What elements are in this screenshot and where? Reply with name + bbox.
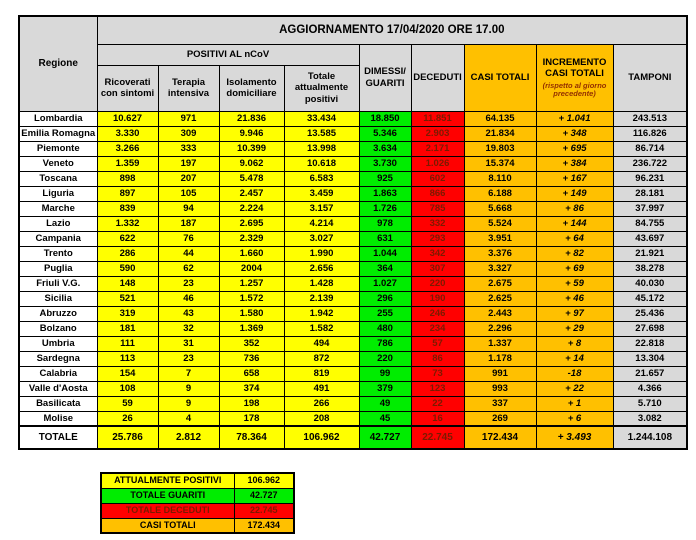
summary-label: ATTUALMENTE POSITIVI: [101, 473, 234, 488]
cell-tamponi: 116.826: [613, 126, 687, 141]
cell-deceduti: 342: [411, 246, 464, 261]
cell-casi-totali: 19.803: [464, 141, 536, 156]
cell-dimessi-guariti: 1.726: [359, 201, 411, 216]
cell-incremento: + 69: [536, 261, 613, 276]
table-row: [19, 336, 687, 351]
cell-totale-positivi: 13.585: [284, 126, 359, 141]
cell-tamponi: 22.818: [613, 336, 687, 351]
cell-regione: Calabria: [19, 366, 97, 381]
covid-data-table: [18, 15, 688, 450]
table-row: [19, 261, 687, 276]
cell-terapia-intensiva: 46: [158, 291, 219, 306]
cell-ricoverati: 111: [97, 336, 158, 351]
cell-ricoverati: 1.332: [97, 216, 158, 231]
cell-isolamento: 1.369: [219, 321, 284, 336]
cell-dimessi-guariti: 1.863: [359, 186, 411, 201]
cell-casi-totali: 337: [464, 396, 536, 411]
column-header-ricoverati: Ricoverati con sintomi: [97, 65, 158, 111]
cell-deceduti: 332: [411, 216, 464, 231]
cell-totale-positivi: 10.618: [284, 156, 359, 171]
cell-ricoverati: 622: [97, 231, 158, 246]
cell-deceduti: 16: [411, 411, 464, 426]
summary-value: 42.727: [234, 488, 294, 503]
cell-tamponi: 21.921: [613, 246, 687, 261]
cell-regione: Piemonte: [19, 141, 97, 156]
cell-deceduti: 1.026: [411, 156, 464, 171]
cell-dimessi-guariti: 786: [359, 336, 411, 351]
cell-casi-totali: 172.434: [464, 426, 536, 449]
cell-tamponi: 45.172: [613, 291, 687, 306]
cell-casi-totali: 5.668: [464, 201, 536, 216]
cell-casi-totali: 15.374: [464, 156, 536, 171]
cell-isolamento: 2.329: [219, 231, 284, 246]
cell-isolamento: 1.580: [219, 306, 284, 321]
table-row: [19, 126, 687, 141]
cell-tamponi: 5.710: [613, 396, 687, 411]
summary-label: TOTALE GUARITI: [101, 488, 234, 503]
cell-totale-positivi: 3.027: [284, 231, 359, 246]
cell-totale-positivi: 872: [284, 351, 359, 366]
cell-isolamento: 78.364: [219, 426, 284, 449]
incremento-header-note: (rispetto al giorno precedente): [542, 80, 607, 98]
cell-incremento: + 3.493: [536, 426, 613, 449]
cell-deceduti: 246: [411, 306, 464, 321]
cell-regione: Abruzzo: [19, 306, 97, 321]
cell-deceduti: 57: [411, 336, 464, 351]
cell-incremento: + 149: [536, 186, 613, 201]
column-header-incremento: [536, 44, 613, 111]
cell-regione: Marche: [19, 201, 97, 216]
cell-ricoverati: 3.266: [97, 141, 158, 156]
cell-terapia-intensiva: 7: [158, 366, 219, 381]
cell-deceduti: 602: [411, 171, 464, 186]
cell-casi-totali: 2.675: [464, 276, 536, 291]
cell-deceduti: 866: [411, 186, 464, 201]
cell-isolamento: 2.457: [219, 186, 284, 201]
cell-incremento: + 167: [536, 171, 613, 186]
cell-totale-positivi: 3.459: [284, 186, 359, 201]
cell-terapia-intensiva: 76: [158, 231, 219, 246]
cell-ricoverati: 26: [97, 411, 158, 426]
cell-deceduti: 293: [411, 231, 464, 246]
cell-regione: Trento: [19, 246, 97, 261]
cell-totale-positivi: 33.434: [284, 111, 359, 126]
table-row: [19, 366, 687, 381]
summary-body: [101, 473, 294, 533]
cell-terapia-intensiva: 23: [158, 351, 219, 366]
cell-totale-positivi: 13.998: [284, 141, 359, 156]
cell-dimessi-guariti: 42.727: [359, 426, 411, 449]
cell-incremento: + 22: [536, 381, 613, 396]
summary-row: [101, 518, 294, 533]
cell-tamponi: 3.082: [613, 411, 687, 426]
cell-deceduti: 2.903: [411, 126, 464, 141]
cell-dimessi-guariti: 296: [359, 291, 411, 306]
cell-casi-totali: 64.135: [464, 111, 536, 126]
cell-casi-totali: 269: [464, 411, 536, 426]
cell-casi-totali: 8.110: [464, 171, 536, 186]
cell-deceduti: 73: [411, 366, 464, 381]
cell-regione: Basilicata: [19, 396, 97, 411]
cell-ricoverati: 319: [97, 306, 158, 321]
cell-incremento: + 64: [536, 231, 613, 246]
cell-totale-positivi: 3.157: [284, 201, 359, 216]
table-row: [19, 171, 687, 186]
table-row: [19, 276, 687, 291]
cell-regione: Campania: [19, 231, 97, 246]
cell-tamponi: 96.231: [613, 171, 687, 186]
cell-isolamento: 1.572: [219, 291, 284, 306]
cell-dimessi-guariti: 255: [359, 306, 411, 321]
cell-isolamento: 5.478: [219, 171, 284, 186]
cell-terapia-intensiva: 62: [158, 261, 219, 276]
cell-ricoverati: 286: [97, 246, 158, 261]
cell-regione: Lazio: [19, 216, 97, 231]
cell-casi-totali: 21.834: [464, 126, 536, 141]
cell-terapia-intensiva: 309: [158, 126, 219, 141]
cell-totale-positivi: 106.962: [284, 426, 359, 449]
cell-tamponi: 4.366: [613, 381, 687, 396]
cell-terapia-intensiva: 197: [158, 156, 219, 171]
cell-tamponi: 38.278: [613, 261, 687, 276]
cell-casi-totali: 3.327: [464, 261, 536, 276]
cell-ricoverati: 590: [97, 261, 158, 276]
total-row: [19, 426, 687, 449]
cell-deceduti: 22: [411, 396, 464, 411]
cell-tamponi: 86.714: [613, 141, 687, 156]
cell-casi-totali: 1.337: [464, 336, 536, 351]
cell-isolamento: 198: [219, 396, 284, 411]
cell-totale-positivi: 819: [284, 366, 359, 381]
cell-regione: Umbria: [19, 336, 97, 351]
cell-terapia-intensiva: 971: [158, 111, 219, 126]
cell-regione: Sardegna: [19, 351, 97, 366]
cell-totale-positivi: 2.656: [284, 261, 359, 276]
cell-incremento: + 1.041: [536, 111, 613, 126]
cell-dimessi-guariti: 3.730: [359, 156, 411, 171]
cell-isolamento: 9.062: [219, 156, 284, 171]
cell-totale-positivi: 1.942: [284, 306, 359, 321]
cell-isolamento: 178: [219, 411, 284, 426]
table-row: [19, 351, 687, 366]
cell-isolamento: 9.946: [219, 126, 284, 141]
cell-dimessi-guariti: 631: [359, 231, 411, 246]
cell-terapia-intensiva: 32: [158, 321, 219, 336]
cell-regione: TOTALE: [19, 426, 97, 449]
cell-incremento: + 86: [536, 201, 613, 216]
incremento-header-label: INCREMENTO CASI TOTALI: [542, 56, 607, 79]
cell-tamponi: 1.244.108: [613, 426, 687, 449]
cell-incremento: + 46: [536, 291, 613, 306]
cell-ricoverati: 897: [97, 186, 158, 201]
cell-dimessi-guariti: 99: [359, 366, 411, 381]
cell-ricoverati: 10.627: [97, 111, 158, 126]
table-row: [19, 321, 687, 336]
cell-totale-positivi: 4.214: [284, 216, 359, 231]
cell-dimessi-guariti: 364: [359, 261, 411, 276]
summary-label: CASI TOTALI: [101, 518, 234, 533]
table-row: [19, 111, 687, 126]
cell-tamponi: 13.304: [613, 351, 687, 366]
cell-isolamento: 2.695: [219, 216, 284, 231]
cell-terapia-intensiva: 23: [158, 276, 219, 291]
cell-deceduti: 2.171: [411, 141, 464, 156]
cell-regione: Liguria: [19, 186, 97, 201]
cell-ricoverati: 521: [97, 291, 158, 306]
table-row: [19, 381, 687, 396]
cell-ricoverati: 154: [97, 366, 158, 381]
column-header-tamponi: TAMPONI: [613, 44, 687, 111]
cell-dimessi-guariti: 18.850: [359, 111, 411, 126]
cell-isolamento: 374: [219, 381, 284, 396]
cell-incremento: + 59: [536, 276, 613, 291]
cell-regione: Molise: [19, 411, 97, 426]
cell-isolamento: 2004: [219, 261, 284, 276]
table-row: [19, 216, 687, 231]
cell-tamponi: 236.722: [613, 156, 687, 171]
cell-tamponi: 37.997: [613, 201, 687, 216]
cell-ricoverati: 148: [97, 276, 158, 291]
cell-totale-positivi: 1.428: [284, 276, 359, 291]
cell-ricoverati: 59: [97, 396, 158, 411]
column-header-casi-totali: CASI TOTALI: [464, 44, 536, 111]
summary-value: 172.434: [234, 518, 294, 533]
cell-incremento: + 8: [536, 336, 613, 351]
table-row: [19, 396, 687, 411]
cell-isolamento: 2.224: [219, 201, 284, 216]
cell-ricoverati: 898: [97, 171, 158, 186]
cell-dimessi-guariti: 5.346: [359, 126, 411, 141]
table-row: [19, 201, 687, 216]
cell-ricoverati: 1.359: [97, 156, 158, 171]
table-row: [19, 231, 687, 246]
cell-terapia-intensiva: 94: [158, 201, 219, 216]
cell-deceduti: 22.745: [411, 426, 464, 449]
cell-casi-totali: 2.443: [464, 306, 536, 321]
column-header-isolamento: Isolamento domiciliare: [219, 65, 284, 111]
cell-tamponi: 40.030: [613, 276, 687, 291]
cell-terapia-intensiva: 4: [158, 411, 219, 426]
cell-isolamento: 10.399: [219, 141, 284, 156]
cell-casi-totali: 2.625: [464, 291, 536, 306]
cell-tamponi: 28.181: [613, 186, 687, 201]
cell-incremento: + 144: [536, 216, 613, 231]
cell-dimessi-guariti: 49: [359, 396, 411, 411]
cell-terapia-intensiva: 9: [158, 381, 219, 396]
cell-isolamento: 658: [219, 366, 284, 381]
cell-totale-positivi: 1.582: [284, 321, 359, 336]
cell-isolamento: 736: [219, 351, 284, 366]
cell-incremento: -18: [536, 366, 613, 381]
cell-tamponi: 43.697: [613, 231, 687, 246]
column-header-terapia-intensiva: Terapia intensiva: [158, 65, 219, 111]
cell-deceduti: 307: [411, 261, 464, 276]
summary-row: [101, 503, 294, 518]
cell-ricoverati: 181: [97, 321, 158, 336]
cell-dimessi-guariti: 3.634: [359, 141, 411, 156]
cell-terapia-intensiva: 207: [158, 171, 219, 186]
column-header-dimessi-guariti: DIMESSI/ GUARITI: [359, 44, 411, 111]
cell-ricoverati: 113: [97, 351, 158, 366]
cell-deceduti: 234: [411, 321, 464, 336]
summary-value: 106.962: [234, 473, 294, 488]
cell-incremento: + 6: [536, 411, 613, 426]
cell-totale-positivi: 6.583: [284, 171, 359, 186]
cell-incremento: + 695: [536, 141, 613, 156]
cell-totale-positivi: 494: [284, 336, 359, 351]
cell-isolamento: 1.660: [219, 246, 284, 261]
cell-casi-totali: 2.296: [464, 321, 536, 336]
cell-terapia-intensiva: 31: [158, 336, 219, 351]
column-header-regione: Regione: [19, 16, 97, 111]
cell-regione: Valle d'Aosta: [19, 381, 97, 396]
table-row: [19, 306, 687, 321]
cell-deceduti: 220: [411, 276, 464, 291]
table-row: [19, 156, 687, 171]
cell-terapia-intensiva: 44: [158, 246, 219, 261]
cell-regione: Bolzano: [19, 321, 97, 336]
cell-dimessi-guariti: 480: [359, 321, 411, 336]
table-row: [19, 141, 687, 156]
cell-casi-totali: 3.376: [464, 246, 536, 261]
cell-dimessi-guariti: 925: [359, 171, 411, 186]
table-body: [19, 111, 687, 449]
cell-tamponi: 84.755: [613, 216, 687, 231]
cell-dimessi-guariti: 220: [359, 351, 411, 366]
summary-label: TOTALE DECEDUTI: [101, 503, 234, 518]
cell-dimessi-guariti: 379: [359, 381, 411, 396]
cell-terapia-intensiva: 9: [158, 396, 219, 411]
cell-incremento: + 97: [536, 306, 613, 321]
cell-tamponi: 243.513: [613, 111, 687, 126]
cell-totale-positivi: 1.990: [284, 246, 359, 261]
cell-regione: Toscana: [19, 171, 97, 186]
cell-isolamento: 21.836: [219, 111, 284, 126]
cell-terapia-intensiva: 43: [158, 306, 219, 321]
summary-value: 22.745: [234, 503, 294, 518]
column-header-deceduti: DECEDUTI: [411, 44, 464, 111]
cell-terapia-intensiva: 2.812: [158, 426, 219, 449]
cell-incremento: + 29: [536, 321, 613, 336]
table-row: [19, 411, 687, 426]
cell-deceduti: 785: [411, 201, 464, 216]
cell-tamponi: 21.657: [613, 366, 687, 381]
cell-terapia-intensiva: 105: [158, 186, 219, 201]
cell-incremento: + 384: [536, 156, 613, 171]
summary-row: [101, 488, 294, 503]
cell-terapia-intensiva: 333: [158, 141, 219, 156]
cell-casi-totali: 3.951: [464, 231, 536, 246]
cell-totale-positivi: 266: [284, 396, 359, 411]
cell-totale-positivi: 491: [284, 381, 359, 396]
cell-deceduti: 123: [411, 381, 464, 396]
cell-totale-positivi: 2.139: [284, 291, 359, 306]
cell-tamponi: 27.698: [613, 321, 687, 336]
summary-table: [100, 472, 295, 534]
cell-incremento: + 1: [536, 396, 613, 411]
cell-regione: Veneto: [19, 156, 97, 171]
table-row: [19, 246, 687, 261]
cell-regione: Puglia: [19, 261, 97, 276]
cell-ricoverati: 3.330: [97, 126, 158, 141]
cell-casi-totali: 5.524: [464, 216, 536, 231]
positivi-group-header: POSITIVI AL nCoV: [97, 44, 359, 65]
cell-deceduti: 11.851: [411, 111, 464, 126]
cell-incremento: + 14: [536, 351, 613, 366]
cell-regione: Lombardia: [19, 111, 97, 126]
cell-ricoverati: 839: [97, 201, 158, 216]
cell-dimessi-guariti: 45: [359, 411, 411, 426]
cell-isolamento: 1.257: [219, 276, 284, 291]
cell-casi-totali: 993: [464, 381, 536, 396]
cell-incremento: + 348: [536, 126, 613, 141]
cell-regione: Emilia Romagna: [19, 126, 97, 141]
update-title: AGGIORNAMENTO 17/04/2020 ORE 17.00: [97, 16, 687, 44]
cell-deceduti: 190: [411, 291, 464, 306]
cell-casi-totali: 6.188: [464, 186, 536, 201]
cell-regione: Friuli V.G.: [19, 276, 97, 291]
cell-casi-totali: 991: [464, 366, 536, 381]
cell-tamponi: 25.436: [613, 306, 687, 321]
table-row: [19, 186, 687, 201]
cell-incremento: + 82: [536, 246, 613, 261]
cell-dimessi-guariti: 978: [359, 216, 411, 231]
cell-casi-totali: 1.178: [464, 351, 536, 366]
cell-ricoverati: 25.786: [97, 426, 158, 449]
table-row: [19, 291, 687, 306]
cell-ricoverati: 108: [97, 381, 158, 396]
cell-totale-positivi: 208: [284, 411, 359, 426]
cell-terapia-intensiva: 187: [158, 216, 219, 231]
cell-deceduti: 86: [411, 351, 464, 366]
cell-regione: Sicilia: [19, 291, 97, 306]
cell-dimessi-guariti: 1.027: [359, 276, 411, 291]
summary-row: [101, 473, 294, 488]
column-header-totale-positivi: Totale attualmente positivi: [284, 65, 359, 111]
cell-isolamento: 352: [219, 336, 284, 351]
cell-dimessi-guariti: 1.044: [359, 246, 411, 261]
